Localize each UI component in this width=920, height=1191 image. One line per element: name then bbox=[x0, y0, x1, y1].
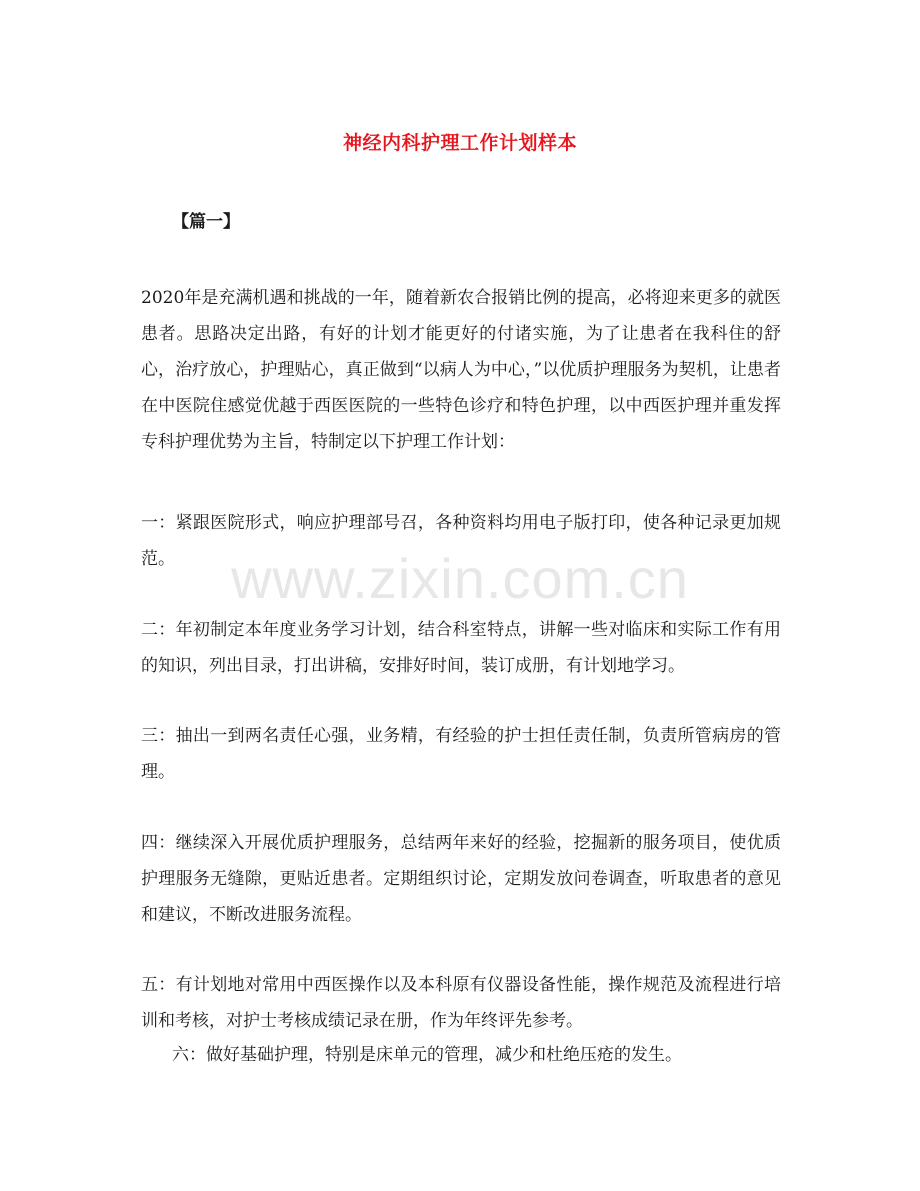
plan-item-2: 二：年初制定本年度业务学习计划，结合科室特点，讲解一些对临床和实际工作有用的知识，列出目录，打出讲稿，安排好时间，装订成册，有计划地学习。 bbox=[141, 620, 781, 676]
intro-paragraph: 2020年是充满机遇和挑战的一年，随着新农合报销比例的提高，必将迎来更多的就医患者。思路决定出路，有好的计划才能更好的付诸实施，为了让患者在我科住的舒心，治疗放心，护理贴心，真正做到“以病人为中心，”以优质护理服务为契机，让患者在中医院住感觉优越于西医医院的一些特色诊疗和特色护理，以中西医护理并重发挥专科护理优势为主旨，特制定以下护理工作计划： bbox=[141, 288, 781, 452]
plan-item-4: 四：继续深入开展优质护理服务，总结两年来好的经验，挖掘新的服务项目，使优质护理服务无缝隙，更贴近患者。定期组织讨论，定期发放问卷调查，听取患者的意见和建议，不断改进服务流程。 bbox=[141, 833, 781, 925]
watermark: www.zixin.com.cn bbox=[231, 547, 689, 610]
plan-item-6: 六：做好基础护理，特别是床单元的管理，减少和杜绝压疮的发生。 bbox=[172, 1045, 682, 1065]
section-label: 【篇一】 bbox=[172, 212, 240, 232]
plan-item-5: 五：有计划地对常用中西医操作以及本科原有仪器设备性能，操作规范及流程进行培训和考核，对护士考核成绩记录在册，作为年终评先参考。 bbox=[141, 975, 781, 1031]
plan-item-3: 三：抽出一到两名责任心强，业务精，有经验的护士担任责任制，负责所管病房的管理。 bbox=[141, 726, 781, 782]
document-title: 神经内科护理工作计划样本 bbox=[342, 132, 577, 154]
plan-item-1: 一：紧跟医院形式，响应护理部号召，各种资料均用电子版打印，使各种记录更加规范。 bbox=[141, 513, 781, 569]
